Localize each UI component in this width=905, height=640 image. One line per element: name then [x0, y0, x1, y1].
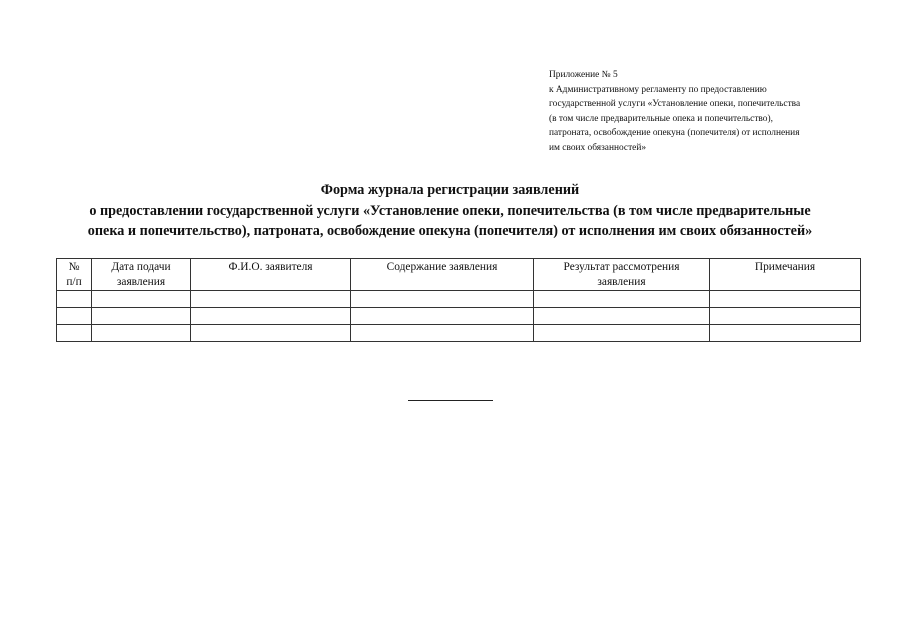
title-line-2: о предоставлении государственной услуги «Установление опеки, попечительства (в том числе предварительные — [89, 202, 811, 219]
table-header-row — [57, 259, 861, 291]
table-cell — [191, 291, 351, 308]
title-line-1: Форма журнала регистрации заявлений — [320, 182, 580, 198]
end-divider — [408, 400, 493, 401]
table-cell — [92, 325, 191, 342]
title-line-3: опека и попечительство), патроната, освобождение опекуна (попечителя) от исполнения им своих обязанностей» — [87, 223, 813, 239]
header-notes: Примечания — [710, 259, 861, 291]
table-cell — [92, 308, 191, 325]
table-cell — [57, 291, 92, 308]
annex-note — [549, 68, 849, 156]
table-row — [57, 325, 861, 342]
table-cell — [710, 291, 861, 308]
header-review-result: Результат рассмотрения заявления — [534, 259, 710, 291]
table-cell — [534, 308, 710, 325]
header-number: № п/п — [57, 259, 92, 291]
annex-line: Приложение № 5 — [549, 70, 618, 80]
table-cell — [191, 325, 351, 342]
document-title — [40, 180, 860, 242]
table-cell — [534, 291, 710, 308]
header-submission-date: Дата подачи заявления — [92, 259, 191, 291]
registration-journal-table — [56, 258, 861, 342]
header-application-content: Содержание заявления — [351, 259, 534, 291]
table-row — [57, 291, 861, 308]
table-cell — [710, 325, 861, 342]
table-cell — [351, 308, 534, 325]
annex-line: им своих обязанностей» — [549, 142, 647, 153]
annex-line: к Административному регламенту по предоставлению — [549, 84, 767, 95]
annex-line: (в том числе предварительные опека и попечительство), — [549, 113, 773, 124]
annex-line: патроната, освобождение опекуна (попечителя) от исполнения — [549, 128, 800, 139]
table-cell — [351, 291, 534, 308]
header-applicant-name: Ф.И.О. заявителя — [191, 259, 351, 291]
table-cell — [534, 325, 710, 342]
table-cell — [351, 325, 534, 342]
table-cell — [92, 291, 191, 308]
table-cell — [191, 308, 351, 325]
annex-line: государственной услуги «Установление опеки, попечительства — [549, 99, 801, 110]
table-row — [57, 308, 861, 325]
table-cell — [57, 308, 92, 325]
table-cell — [57, 325, 92, 342]
table-cell — [710, 308, 861, 325]
